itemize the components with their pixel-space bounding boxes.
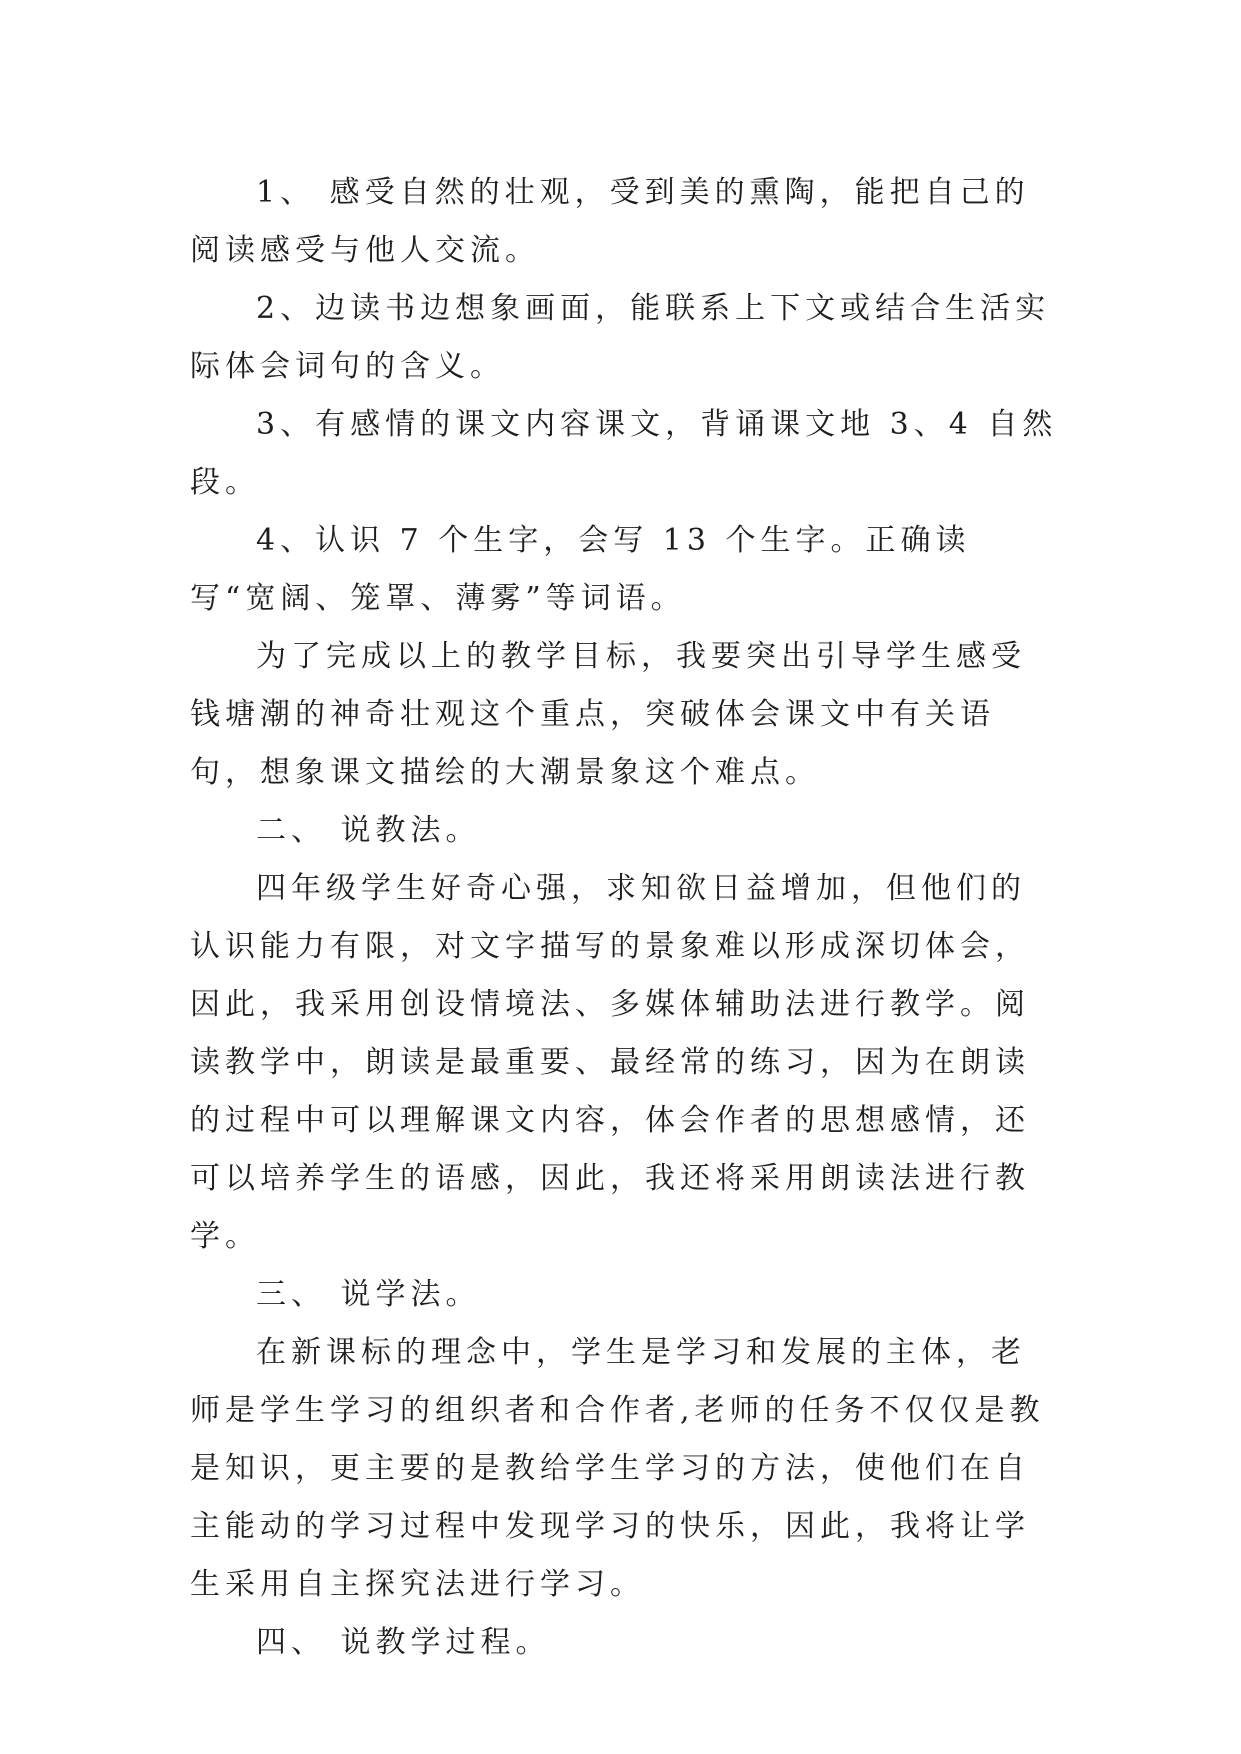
section-heading-teaching-process: 四、 说教学过程。 xyxy=(256,1625,551,1660)
objective-1: 1、 感受自然的壮观，受到美的熏陶，能把自己的阅读感受与他人交流。 xyxy=(190,175,1030,268)
objective-2: 2、边读书边想象画面，能联系上下文或结合生活实际体会词句的含义。 xyxy=(190,291,1051,384)
key-points-paragraph: 为了完成以上的教学目标，我要突出引导学生感受钱塘潮的神奇壮观这个重点，突破体会课文中有关语句，想象课文描绘的大潮景象这个难点。 xyxy=(190,639,1026,790)
document-body xyxy=(190,164,1060,1672)
objective-3: 3、有感情的课文内容课文，背诵课文地 3、4 自然段。 xyxy=(190,407,1058,500)
learning-method-paragraph: 在新课标的理念中，学生是学习和发展的主体，老师是学生学习的组织者和合作者,老师的任务不仅仅是教是知识，更主要的是教给学生学习的方法，使他们在自主能动的学习过程中发现学习的快乐，因此，我将让学生采用自主探究法进行学习。 xyxy=(190,1335,1045,1602)
section-heading-teaching-method: 二、 说教法。 xyxy=(256,813,481,848)
section-heading-learning-method: 三、 说学法。 xyxy=(256,1277,481,1312)
objective-4: 4、认识 7 个生字，会写 13 个生字。正确读写“宽阔、笼罩、薄雾”等词语。 xyxy=(190,523,971,616)
teaching-method-paragraph: 四年级学生好奇心强，求知欲日益增加，但他们的认识能力有限，对文字描写的景象难以形成深切体会，因此，我采用创设情境法、多媒体辅助法进行教学。阅读教学中，朗读是最重要、最经常的练习，因为在朗读的过程中可以理解课文内容，体会作者的思想感情，还可以培养学生的语感，因此，我还将采用朗读法进行教学。 xyxy=(190,871,1030,1254)
